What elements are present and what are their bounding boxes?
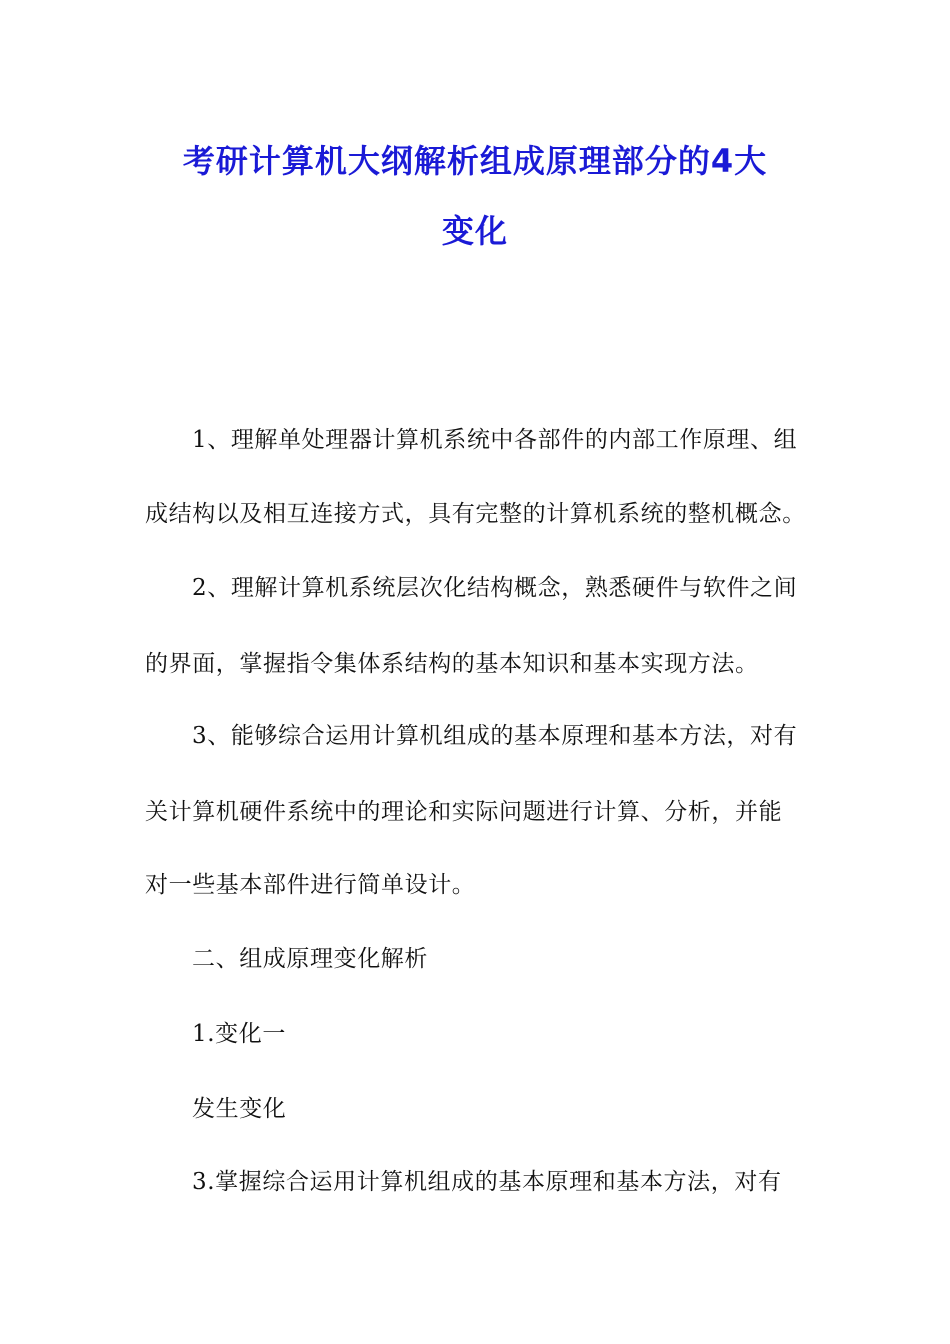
- paragraph-5-line-1: 3.掌握综合运用计算机组成的基本原理和基本方法，对有: [192, 1169, 782, 1195]
- document-title-line-1: 考研计算机大纲解析组成原理部分的4大: [182, 142, 768, 180]
- section-heading: 二、组成原理变化解析: [192, 946, 428, 972]
- paragraph-1-line-1: 1、理解单处理器计算机系统中各部件的内部工作原理、组: [192, 427, 798, 453]
- paragraph-3-line-3: 对一些基本部件进行简单设计。: [145, 872, 476, 898]
- paragraph-2-line-1: 2、理解计算机系统层次化结构概念，熟悉硬件与软件之间: [192, 575, 798, 601]
- document-title-line-2: 变化: [441, 212, 508, 250]
- paragraph-3-line-2: 关计算机硬件系统中的理论和实际问题进行计算、分析，并能: [145, 799, 783, 825]
- paragraph-2-line-2: 的界面，掌握指令集体系结构的基本知识和基本实现方法。: [145, 651, 759, 677]
- paragraph-3-line-1: 3、能够综合运用计算机组成的基本原理和基本方法，对有: [192, 723, 798, 749]
- paragraph-4: 发生变化: [192, 1096, 287, 1122]
- subsection-heading: 1.变化一: [192, 1021, 286, 1047]
- paragraph-1-line-2: 成结构以及相互连接方式，具有完整的计算机系统的整机概念。: [145, 501, 806, 527]
